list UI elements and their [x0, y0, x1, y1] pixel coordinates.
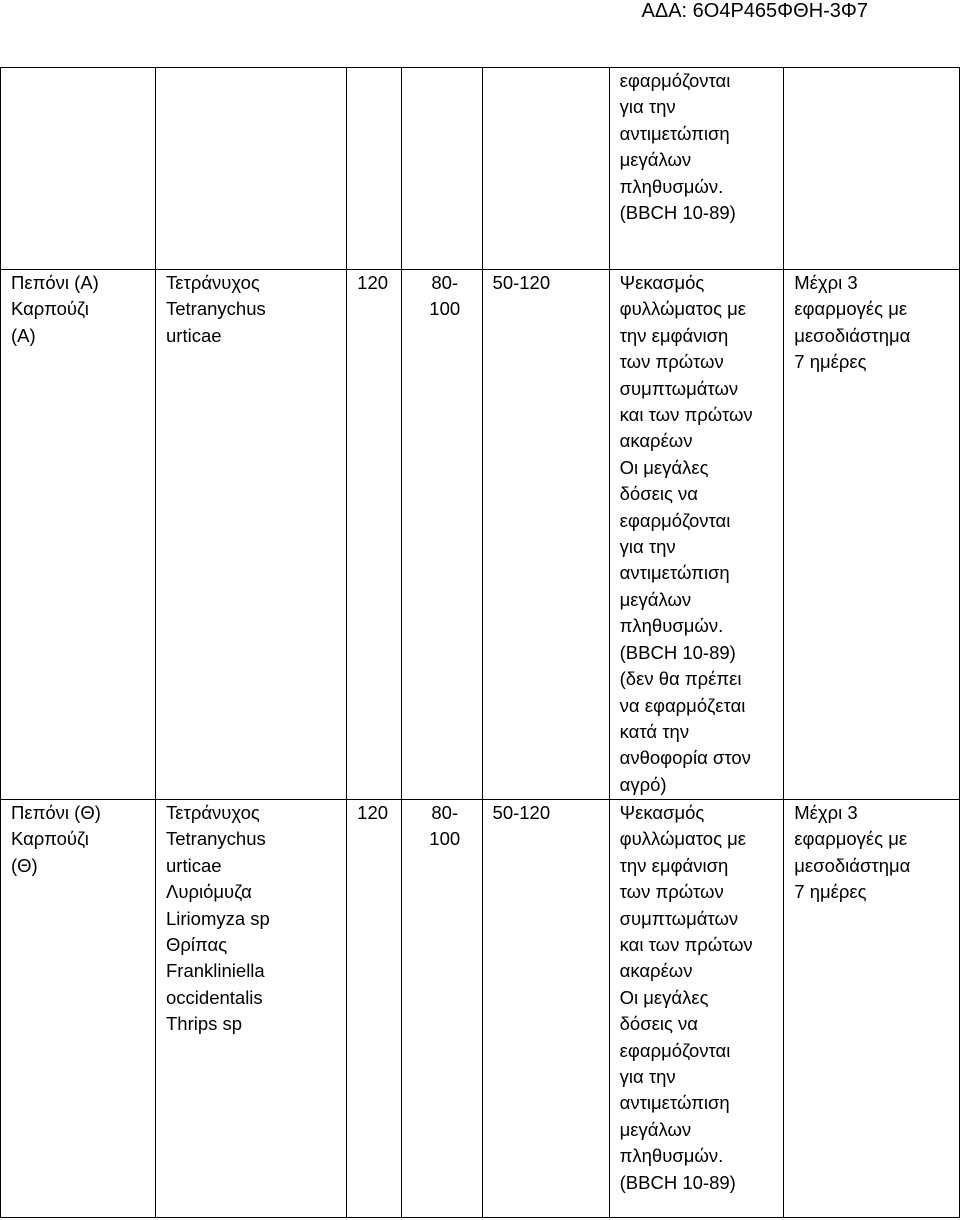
cell-line: για την: [619, 96, 676, 118]
water-volume-cell: 50-120: [482, 270, 609, 800]
table-row-continued: [1, 68, 960, 270]
cell-line: (δεν θα πρέπει: [619, 668, 742, 690]
cell-line: να εφαρμόζεται: [619, 694, 746, 716]
cell-line: μεγάλων: [619, 1118, 692, 1140]
cell-line: Τετράνυχος: [166, 272, 260, 293]
cell-line: και των πρώτων: [619, 934, 753, 956]
cell-line: πληθυσμών.: [619, 175, 724, 197]
cell-line: occidentalis: [166, 986, 263, 1008]
cell-line: (BBCH 10-89): [619, 641, 736, 663]
cell-line: Πεπόνι (Θ): [11, 802, 101, 823]
pest-cell: [156, 270, 347, 800]
table-row: [1, 270, 960, 800]
water-volume-cell: [482, 68, 609, 270]
pesticide-table: [0, 67, 960, 1218]
cell-line: των πρώτων: [619, 881, 724, 903]
cell-line: Tetranychus: [166, 298, 266, 320]
cell-line: 80-: [431, 802, 459, 823]
cell-line: Liriomyza sp: [166, 907, 270, 929]
cell-line: εφαρμογές με: [794, 298, 908, 320]
applications-cell: [784, 68, 960, 270]
cell-line: ανθοφορία στον: [619, 747, 751, 769]
cell-line: Οι μεγάλες: [619, 456, 709, 478]
cell-line: 7 ημέρες: [794, 881, 867, 903]
cell-line: και των πρώτων: [619, 404, 753, 426]
crop-cell: [1, 68, 156, 270]
cell-line: Μέχρι 3: [794, 802, 858, 823]
cell-line: Ψεκασμός: [619, 802, 705, 823]
dose1-cell: 120: [347, 800, 402, 1218]
crop-cell: [1, 270, 156, 800]
dose2-cell: [401, 68, 482, 270]
dose2-cell: [401, 270, 482, 800]
cell-line: αγρό): [619, 773, 667, 795]
notes-cell: [609, 800, 784, 1218]
cell-line: (Α): [11, 324, 36, 346]
cell-line: συμπτωμάτων: [619, 377, 739, 399]
cell-line: εφαρμογές με: [794, 828, 908, 850]
cell-line: πληθυσμών.: [619, 1145, 724, 1167]
cell-line: Thrips sp: [166, 1013, 243, 1035]
crop-cell: [1, 800, 156, 1218]
cell-line: Πεπόνι (Α): [11, 272, 99, 293]
cell-line: για την: [619, 1066, 676, 1088]
cell-line: μεσοδιάστημα: [794, 854, 911, 876]
notes-cell: [609, 68, 784, 270]
cell-line: την εμφάνιση: [619, 854, 729, 876]
cell-line: δόσεις να: [619, 483, 698, 505]
document-code: ΑΔΑ: 6Ο4Ρ465ΦΘΗ-3Φ7: [641, 0, 868, 22]
cell-line: (BBCH 10-89): [619, 1171, 736, 1193]
cell-line: για την: [619, 536, 676, 558]
cell-line: την εμφάνιση: [619, 324, 729, 346]
cell-line: 7 ημέρες: [794, 351, 867, 373]
cell-line: 100: [429, 298, 461, 320]
cell-line: Ψεκασμός: [619, 272, 705, 293]
cell-line: Μέχρι 3: [794, 272, 858, 293]
water-volume-cell: 50-120: [482, 800, 609, 1218]
cell-line: Frankliniella: [166, 960, 265, 982]
table-row: [1, 800, 960, 1218]
cell-line: συμπτωμάτων: [619, 907, 739, 929]
cell-line: Τετράνυχος: [166, 802, 260, 823]
cell-line: αντιμετώπιση: [619, 122, 730, 144]
cell-line: αντιμετώπιση: [619, 562, 730, 584]
cell-line: Καρπούζι: [11, 298, 89, 320]
cell-line: των πρώτων: [619, 351, 724, 373]
cell-line: εφαρμόζονται: [619, 509, 731, 531]
pest-cell: [156, 68, 347, 270]
cell-line: Θρίπας: [166, 934, 228, 956]
cell-line: ακαρέων: [619, 430, 693, 452]
cell-line: Οι μεγάλες: [619, 986, 709, 1008]
cell-line: urticae: [166, 854, 222, 876]
cell-line: φυλλώματος με: [619, 828, 747, 850]
dose1-cell: 120: [347, 270, 402, 800]
cell-line: κατά την: [619, 720, 690, 742]
cell-line: μεγάλων: [619, 588, 692, 610]
cell-line: Tetranychus: [166, 828, 266, 850]
cell-line: urticae: [166, 324, 222, 346]
cell-line: (Θ): [11, 854, 38, 876]
pest-cell: [156, 800, 347, 1218]
cell-line: δόσεις να: [619, 1013, 698, 1035]
cell-line: εφαρμόζονται: [619, 70, 731, 91]
cell-line: εφαρμόζονται: [619, 1039, 731, 1061]
cell-line: αντιμετώπιση: [619, 1092, 730, 1114]
cell-line: πληθυσμών.: [619, 615, 724, 637]
cell-line: (BBCH 10-89): [619, 202, 736, 224]
dose2-cell: [401, 800, 482, 1218]
cell-line: μεγάλων: [619, 149, 692, 171]
dose1-cell: [347, 68, 402, 270]
applications-cell: [784, 800, 960, 1218]
cell-line: ακαρέων: [619, 960, 693, 982]
notes-cell: [609, 270, 784, 800]
cell-line: 100: [429, 828, 461, 850]
cell-line: φυλλώματος με: [619, 298, 747, 320]
cell-line: Καρπούζι: [11, 828, 89, 850]
cell-line: μεσοδιάστημα: [794, 324, 911, 346]
applications-cell: [784, 270, 960, 800]
cell-line: 80-: [431, 272, 459, 293]
cell-line: Λυριόμυζα: [166, 881, 252, 903]
